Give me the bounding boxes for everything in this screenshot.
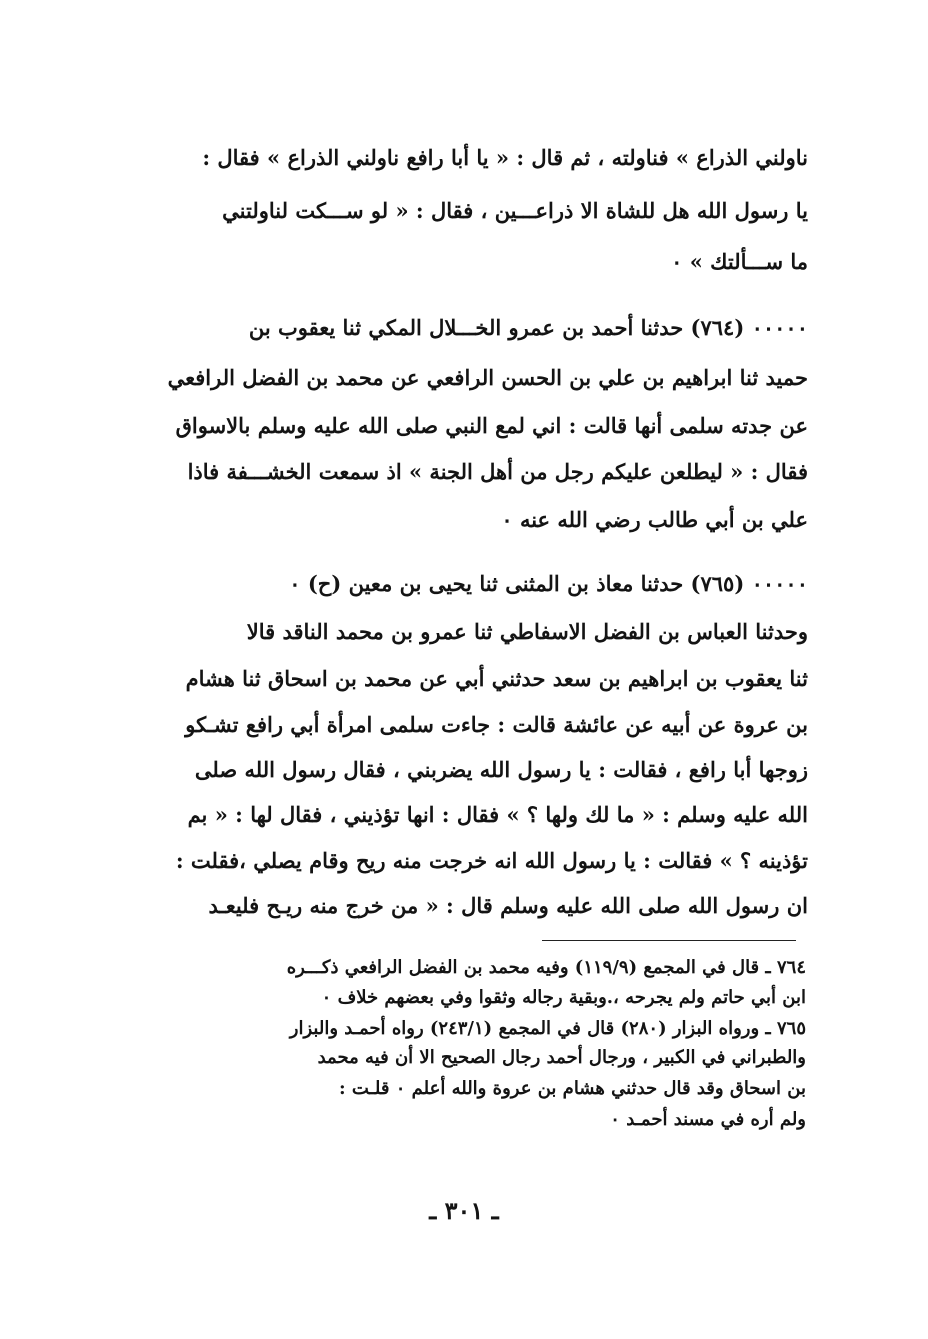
- text-line: ما ســـألتك » ٠: [671, 249, 808, 274]
- footnote-line: ولم أره في مسند أحمـد ٠: [610, 1109, 806, 1130]
- text-line: بن عروة عن أبيه عن عائشة قالت : جاءت سلمى امرأة أبي رافع تشـكو: [185, 712, 808, 737]
- text-line: ٠٠٠٠٠ (٧٦٥) حدثنا معاذ بن المثنى ثنا يحيى بن معين (ح) ٠: [289, 571, 808, 596]
- text-line: يا رسول الله هل للشاة الا ذراعـــين ، فقال : « لو ســـكت لناولتني: [222, 198, 808, 223]
- text-line: زوجها أبا رافع ، فقالت : يا رسول الله يضربني ، فقال رسول الله صلى: [194, 757, 808, 782]
- footnote-line: والطبراني في الكبير ، ورجال أحمد رجال الصحيح الا أن فيه محمد: [317, 1047, 806, 1068]
- footnote-line: بن اسحاق وقد قال حدثني هشام بن عروة والله أعلم ٠ قلـت :: [339, 1078, 806, 1099]
- page-number: ـ ٣٠١ ـ: [429, 1196, 499, 1225]
- text-line: حميد ثنا ابراهيم بن علي بن الحسن الرافعي عن محمد بن الفضل الرافعي: [167, 365, 808, 390]
- footnote-line: ٧٦٤ ـ قال في المجمع (١١٩/٩) وفيه محمد بن الفضل الرافعي ذكـــره: [286, 957, 806, 978]
- text-line: ان رسول الله صلى الله عليه وسلم قال : « من خرج منه ريـح فليعـد: [208, 893, 808, 918]
- text-line: ثنا يعقوب بن ابراهيم بن سعد حدثني أبي عن محمد بن اسحاق ثنا هشام: [185, 666, 808, 691]
- text-line: علي بن أبي طالب رضي الله عنه ٠: [501, 507, 808, 532]
- footnote-separator: [542, 940, 796, 941]
- text-line: ٠٠٠٠٠ (٧٦٤) حدثنا أحمد بن عمرو الخـــلال المكي ثنا يعقوب بن: [248, 315, 808, 340]
- text-line: ناولني الذراع » فناولته ، ثم قال : « يا أبا رافع ناولني الذراع » فقال :: [202, 145, 808, 170]
- text-line: وحدثنا العباس بن الفضل الاسفاطي ثنا عمرو بن محمد الناقد قالا: [246, 619, 808, 644]
- text-line: عن جدته سلمى أنها قالت : اني لمع النبي صلى الله عليه وسلم بالاسواق: [175, 413, 808, 438]
- footnote-line: ابن أبي حاتم ولم يجرحه ،.وبقية رجاله وثقوا وفي بعضهم خلاف ٠: [321, 987, 806, 1008]
- text-line: فقال : « ليطلعن عليكم رجل من أهل الجنة » اذ سمعت الخشـــفة فاذا: [187, 459, 808, 484]
- text-line: الله عليه وسلم : « ما لك ولها ؟ » فقال : انها تؤذيني ، فقال لها : « بم: [187, 802, 808, 827]
- footnote-line: ٧٦٥ ـ ورواه البزار (٢٨٠) قال في المجمع (٢٤٣/١) رواه أحمـد والبزار: [289, 1018, 806, 1039]
- text-line: تؤذينه ؟ » فقالت : يا رسول الله انه خرجت منه ريح وقام يصلي ،فقلت :: [175, 848, 808, 873]
